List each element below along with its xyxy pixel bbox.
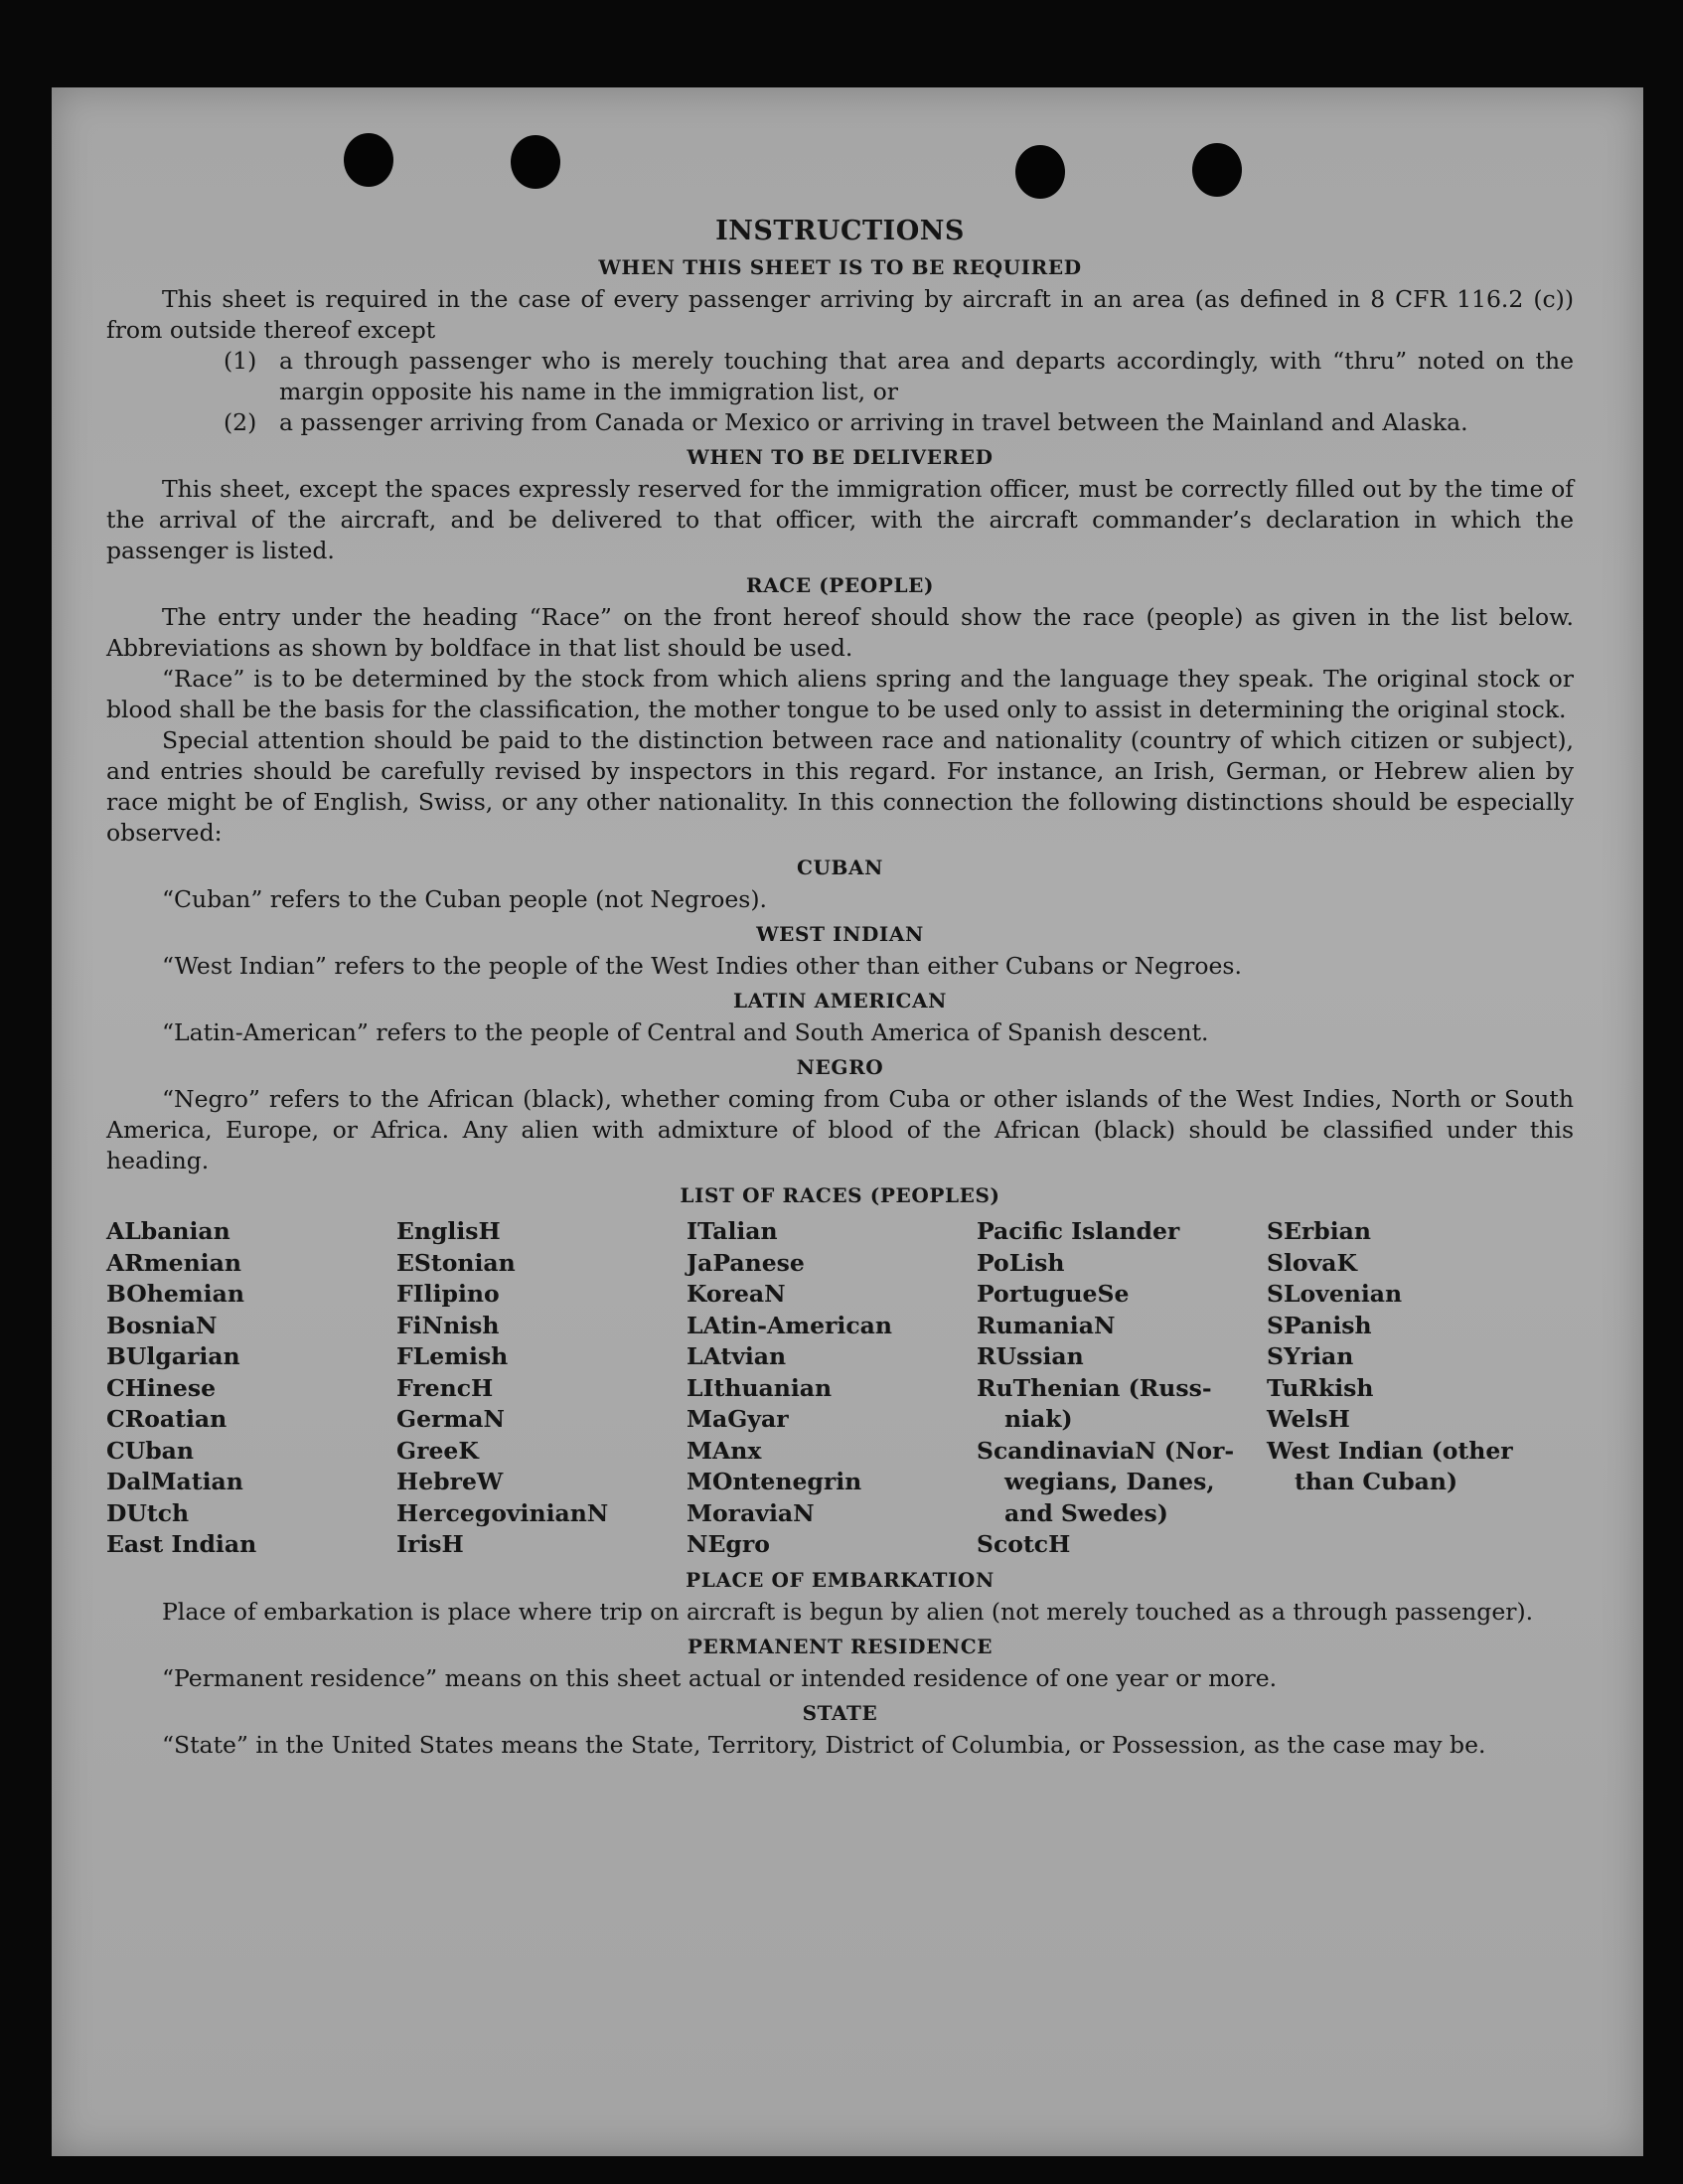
section-paragraph: “Race” is to be determined by the stock from which aliens spring and the language they speak. The original stock or blood shall be the basis for the classification, the mother tongue to be used only to assist in determining the original stock.	[106, 665, 1574, 723]
race-entry: JaPanese	[687, 1248, 805, 1277]
race-entry: SYrian	[1267, 1342, 1354, 1370]
definition-text: “Negro” refers to the African (black), whether coming from Cuba or other islands of the West Indies, North or South America, Europe, or Africa. Any alien with admixture of blood of the African (black) should be classified under this heading.	[106, 1085, 1574, 1174]
item-number: (1)	[224, 347, 257, 375]
section-paragraph: The entry under the heading “Race” on the front hereof should show the race (people) as given in the list below. Abbreviations as shown by boldface in that list should be used.	[106, 603, 1574, 662]
section-heading: RACE (PEOPLE)	[745, 573, 935, 597]
punch-hole	[1192, 143, 1242, 197]
race-entry: IrisH	[396, 1530, 464, 1558]
section-paragraph: “State” in the United States means the State, Territory, District of Columbia, or Possession, as the case may be.	[162, 1730, 1486, 1759]
race-entry: WelsH	[1267, 1405, 1350, 1433]
race-entry: LIthuanian	[687, 1373, 833, 1402]
item-number: (2)	[224, 408, 257, 436]
race-entry: MaGyar	[687, 1405, 789, 1433]
race-entry-continued: and Swedes)	[1004, 1498, 1168, 1527]
race-entry: Pacific Islander	[977, 1217, 1180, 1245]
race-entry: HercegovinianN	[396, 1498, 609, 1527]
definition-text: “West Indian” refers to the people of the West Indies other than either Cubans or Negroes.	[162, 952, 1242, 980]
race-entry: RuThenian (Russ-	[977, 1373, 1212, 1402]
race-entry: TuRkish	[1267, 1373, 1374, 1402]
race-entry: BUlgarian	[106, 1342, 240, 1370]
race-entry: GreeK	[396, 1436, 479, 1465]
item-text: a passenger arriving from Canada or Mexico or arriving in travel between the Mainland and Alaska.	[279, 408, 1468, 436]
race-entry: PortugueSe	[977, 1280, 1130, 1308]
race-column	[687, 1216, 977, 1561]
race-entry: EnglisH	[396, 1217, 501, 1245]
race-entry: CRoatian	[106, 1405, 228, 1433]
item-text: a through passenger who is merely touching that area and departs accordingly, with “thru” noted on the margin opposite his name in the immigration list, or	[279, 347, 1574, 405]
section-heading: WHEN TO BE DELIVERED	[687, 445, 994, 469]
section-heading: PERMANENT RESIDENCE	[687, 1634, 994, 1658]
punch-hole	[511, 135, 560, 189]
definition-text: “Latin-American” refers to the people of Central and South America of Spanish descent.	[162, 1018, 1209, 1046]
race-entry: ITalian	[687, 1217, 778, 1245]
race-entry: HebreW	[396, 1468, 504, 1495]
section-heading: STATE	[802, 1700, 878, 1725]
race-column	[106, 1216, 396, 1561]
document-page	[52, 87, 1643, 2156]
race-entry: FLemish	[396, 1342, 509, 1370]
race-entry: SlovaK	[1267, 1248, 1357, 1277]
race-entry: CUban	[106, 1436, 194, 1465]
race-entry: SLovenian	[1267, 1280, 1403, 1308]
race-entry: BosniaN	[106, 1311, 218, 1339]
race-list-heading: LIST OF RACES (PEOPLES)	[680, 1183, 1000, 1207]
punch-hole	[344, 133, 393, 187]
race-entry: ARmenian	[106, 1248, 241, 1277]
race-entry: East Indian	[106, 1530, 257, 1558]
race-entry: ALbanian	[106, 1217, 230, 1245]
race-entry: DUtch	[106, 1498, 190, 1527]
race-entry: BOhemian	[106, 1280, 244, 1308]
section-heading: WHEN THIS SHEET IS TO BE REQUIRED	[598, 255, 1082, 279]
definition-heading: CUBAN	[796, 856, 884, 879]
race-entry: DalMatian	[106, 1468, 243, 1495]
race-entry: SErbian	[1267, 1217, 1371, 1245]
race-entry: FrencH	[396, 1373, 494, 1402]
race-entry: FIlipino	[396, 1280, 500, 1308]
race-entry: MAnx	[687, 1436, 762, 1465]
race-entry: MoraviaN	[687, 1498, 815, 1527]
race-entry: LAtvian	[687, 1342, 787, 1370]
definition-heading: WEST INDIAN	[756, 922, 924, 946]
race-column	[396, 1216, 687, 1561]
race-entry: RUssian	[977, 1342, 1084, 1370]
race-entry: KoreaN	[687, 1280, 786, 1308]
race-entry: GermaN	[396, 1405, 505, 1433]
section-paragraph: Special attention should be paid to the distinction between race and nationality (country of which citizen or subject), and entries should be carefully revised by inspectors in this regard. For instance, an Irish, German, or Hebrew alien by race might be of English, Swiss, or any other nationality. In this connection the following distinctions should be especially observed:	[106, 726, 1574, 847]
race-entry: ScotcH	[977, 1530, 1071, 1558]
definition-heading: LATIN AMERICAN	[733, 989, 947, 1013]
race-column	[977, 1216, 1267, 1561]
section-heading: PLACE OF EMBARKATION	[686, 1567, 994, 1592]
punch-hole	[1015, 145, 1065, 199]
race-entry: CHinese	[106, 1373, 217, 1402]
race-entry: FiNnish	[396, 1311, 500, 1339]
section-paragraph: This sheet, except the spaces expressly reserved for the immigration officer, must be correctly filled out by the time of the arrival of the aircraft, and be delivered to that officer, with the aircraft commander’s declaration in which the passenger is listed.	[106, 475, 1574, 564]
race-entry: PoLish	[977, 1248, 1065, 1277]
race-entry: ScandinaviaN (Nor-	[977, 1436, 1235, 1465]
race-entry: RumaniaN	[977, 1311, 1116, 1339]
list-item	[106, 407, 1574, 438]
race-list	[106, 1216, 1574, 1561]
section-paragraph: “Permanent residence” means on this sheet actual or intended residence of one year or more.	[162, 1663, 1278, 1692]
race-entry-continued: than Cuban)	[1295, 1468, 1458, 1495]
race-entry: EStonian	[396, 1248, 516, 1277]
page-title: INSTRUCTIONS	[715, 216, 965, 246]
definition-text: “Cuban” refers to the Cuban people (not Negroes).	[162, 885, 768, 913]
race-entry-continued: niak)	[1004, 1405, 1073, 1433]
list-item	[106, 346, 1574, 407]
race-entry: MOntenegrin	[687, 1468, 862, 1495]
race-entry-continued: wegians, Danes,	[1004, 1468, 1215, 1495]
race-entry: SPanish	[1267, 1311, 1372, 1339]
definition-heading: NEGRO	[796, 1055, 884, 1079]
instructions-content	[106, 215, 1574, 1761]
race-entry: West Indian (other	[1267, 1436, 1513, 1465]
race-entry: NEgro	[687, 1530, 770, 1558]
section-paragraph: Place of embarkation is place where trip on aircraft is begun by alien (not merely touched as a through passenger).	[162, 1597, 1534, 1626]
race-column	[1267, 1216, 1557, 1561]
section-paragraph: This sheet is required in the case of every passenger arriving by aircraft in an area (as defined in 8 CFR 116.2 (c)) from outside thereof except	[106, 285, 1574, 344]
race-entry: LAtin-American	[687, 1311, 892, 1339]
